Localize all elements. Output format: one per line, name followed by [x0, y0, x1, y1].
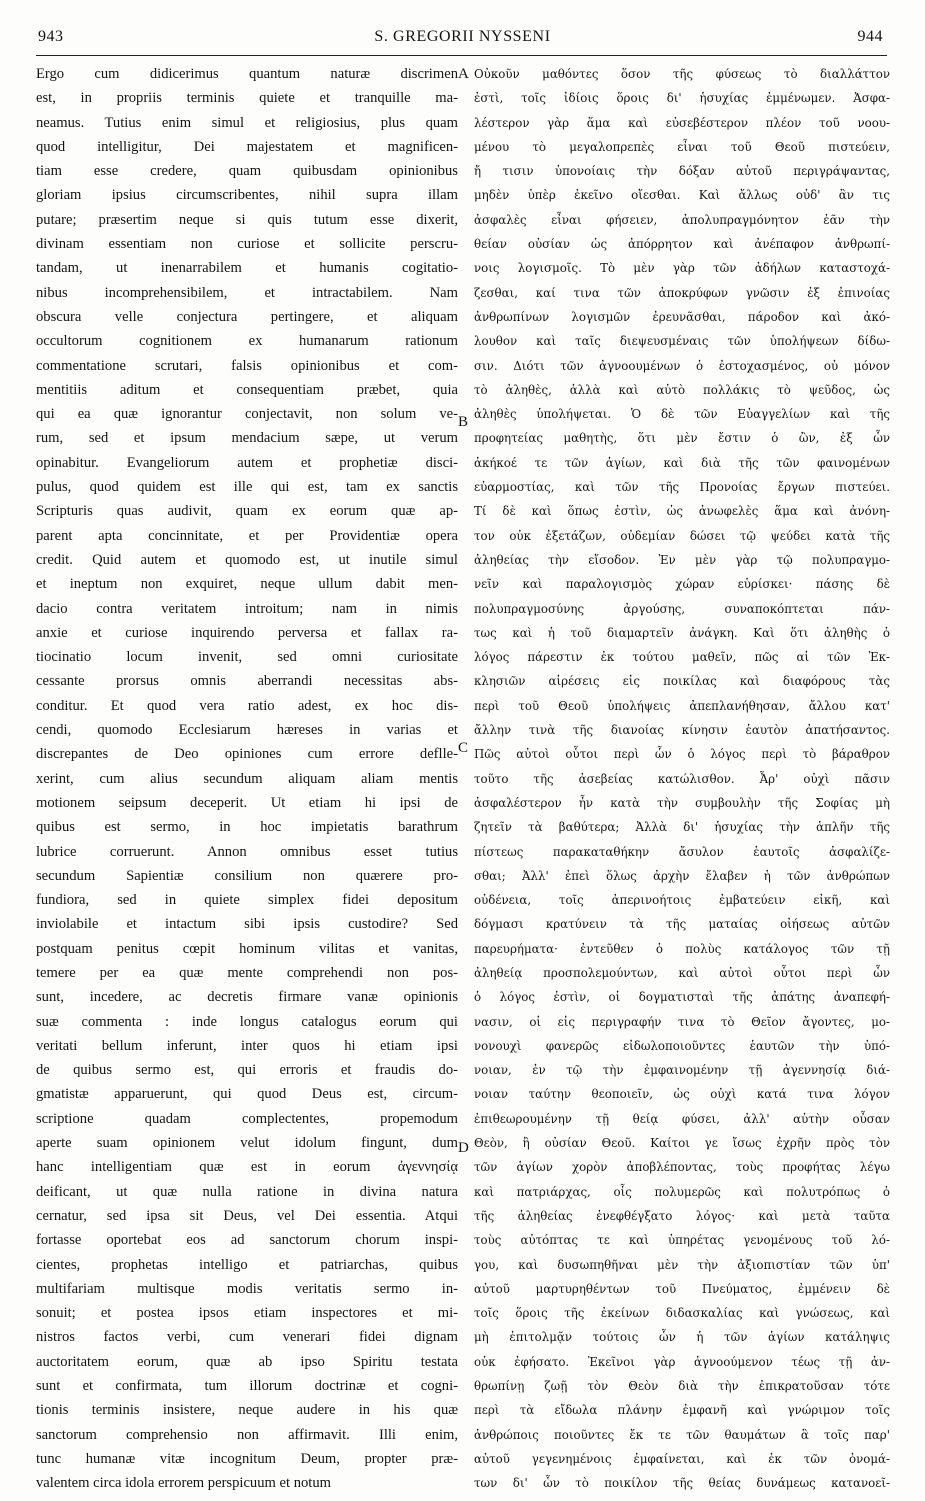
- latin-text-line: cientes, prophetas intelligo et patriarchas, quibus: [36, 1256, 458, 1273]
- latin-text-line: commentatione scrutari, falsis opinionibus et com-: [36, 357, 458, 374]
- section-marker-c: C: [458, 740, 469, 756]
- greek-text-line: ἄλλην τινὰ τῆς διανοίας κίνησιν ἑαυτὸν ἀπατήσαντος.: [474, 723, 890, 738]
- latin-text-line: lubrice corruerunt. Annon omnibus esset tutius: [36, 843, 458, 860]
- greek-text-line: ἐπιθεωρουμένην τῇ θείᾳ φύσει, ἀλλ' αὐτὴν οὖσαν: [474, 1111, 890, 1126]
- latin-text-line: valentem circa idola errorem perspicuum et notum: [36, 1475, 332, 1492]
- latin-text-line: Ergo cum didicerimus quantum naturæ discrimen: [36, 66, 458, 82]
- greek-text-line: μηδὲν ὑπὲρ ἐκεῖνο οἴεσθαι. Καὶ ἄλλως οὐδ' ἂν τις: [474, 188, 890, 203]
- greek-text-line: τοῦτο τῆς ἀσεβείας κατώλισθον. Ἆρ' οὐχὶ πᾶσιν: [474, 771, 890, 786]
- greek-text-line: ἤ τισιν ὑπονοίαις τὴν δόξαν αὐτοῦ περιγράψαντας,: [474, 164, 890, 179]
- greek-text-line: τον οὐκ ἐξετάζων, οὐδεμίαν δώσει τῷ ψεύδει κατὰ τῆς: [474, 528, 890, 543]
- greek-text-line: τως καὶ ἡ τοῦ διαμαρτεῖν ἀνάγκη. Καὶ ὅτι ἀληθὴς ὁ: [474, 625, 890, 640]
- greek-text-line: αὐτοῦ μαρτυρηθέντων τοῦ Πνεύματος, ἐμμένειν δὲ: [474, 1281, 890, 1296]
- latin-text-line: gloriam ipsius circumscribentes, nihil supra illam: [36, 187, 458, 204]
- greek-text-line: νοιαν ταύτην θεοποιεῖν, ὡς οὐχὶ κατά τινα λόγον: [474, 1087, 890, 1102]
- greek-text-line: ἀνθρωπίνων λογισμῶν ἐρευνᾶσθαι, πάροδον καὶ ἀκό-: [474, 309, 890, 324]
- greek-text-line: σθαι; Ἀλλ' ἐπεὶ ὅλως ἀρχὴν ἔλαβεν ἡ τῶν ἀνθρώπων: [474, 868, 890, 883]
- latin-text-line: discrepantes de Deo opiniones cum errore deflle-: [36, 746, 458, 763]
- greek-text-line: περὶ τοῦ Θεοῦ ὑπολήψεις ἀπεπλανήθησαν, ἄλλου κατ': [474, 698, 890, 713]
- greek-text-line: των δι' ὧν τὸ ποικίλον τῆς θείας δυνάμεως κατανοεῖ-: [474, 1476, 890, 1491]
- greek-text-line: τὸ ἀληθὲς, ἀλλὰ καὶ αὐτὸ πολλάκις τὸ ψεῦδος, ὡς: [474, 382, 890, 397]
- latin-text-line: aperte suam opinionem velut idolum fingunt, dum: [36, 1135, 458, 1152]
- latin-text-line: rum, sed et ipsum mendacium sæpe, ut verum: [36, 430, 458, 447]
- latin-text-line: sonuit; et postea ipsos etiam inspectores et mi-: [36, 1305, 458, 1322]
- latin-text-line: scriptione quadam complectentes, propemodum: [36, 1110, 458, 1127]
- greek-text-line: ἀκήκοέ τε τῶν ἁγίων, καὶ διὰ τῆς τῶν φαινομένων: [474, 455, 890, 470]
- greek-text-line: αὐτοῦ γεγενημένοις ἐμφαίνεται, καὶ ἐκ τῶν ὀνομά-: [474, 1451, 890, 1466]
- greek-text-line: νοις λογισμοῖς. Τὸ μὲν γὰρ τῶν ἀδήλων καταστοχά-: [474, 261, 890, 276]
- greek-text-line: Θεὸν, ἢ οὐσίαν Θεοῦ. Καίτοι γε ἴσως ἐχρῆν πρὸς τὸν: [474, 1136, 890, 1151]
- latin-text-line: neamus. Tutius enim simul et religiosius, plus quam: [36, 114, 458, 131]
- latin-text-line: temere per ea quæ mente comprehendi non pos-: [36, 964, 458, 981]
- greek-text-line: θρωπίνῃ ζωῇ τὸν Θεὸν διὰ τὴν ἐπικρατοῦσαν τότε: [474, 1379, 890, 1394]
- latin-text-line: occultorum cognitionem ex humanarum rationum: [36, 333, 458, 350]
- greek-text-line: ἀληθὲς ὑπολήψεται. Ὁ δὲ τῶν Εὐαγγελίων καὶ τῆς: [474, 407, 890, 422]
- latin-text-line: sunt, incedere, ac decretis firmare vanæ opinionis: [36, 989, 458, 1006]
- greek-text-line: λόγος πάρεστιν ἐκ τούτου μαθεῖν, πῶς αἱ τῶν Ἐκ-: [474, 650, 890, 665]
- latin-text-line: opinabitur. Evangeliorum autem et prophetiæ disci-: [36, 454, 458, 471]
- greek-text-line: ἀσφαλὲς εἶναι φήσειεν, ἀπολυπραγμόνητον ἐᾶν τὴν: [474, 212, 890, 227]
- latin-text-line: de quibus sermo est, qui erroris et fraudis do-: [36, 1062, 458, 1079]
- greek-text-line: μένου τὸ μεγαλοπρεπὲς εἶναι τοῦ Θεοῦ πιστεύειν,: [474, 139, 890, 154]
- latin-text-line: divinam essentiam non curiose et sollicite perscru-: [36, 236, 458, 253]
- header-rule: [36, 55, 887, 56]
- greek-text-line: γου, καὶ δυσωπηθῆναι μὲν τὴν ἀξιοπιστίαν τῶν ὑπ': [474, 1257, 890, 1272]
- greek-text-line: Πῶς αὐτοὶ οὗτοι περὶ ὧν ὁ λόγος περὶ τὸ βάραθρον: [474, 747, 890, 762]
- greek-text-line: ἀληθείας τὴν εἴσοδον. Ἐν μὲν γὰρ τῷ πολυπραγμο-: [474, 552, 890, 567]
- greek-text-line: Οὐκοῦν μαθόντες ὅσον τῆς φύσεως τὸ διαλλάττον: [474, 67, 890, 81]
- latin-text-line: sanctorum comprehensio non affirmavit. Illi enim,: [36, 1426, 458, 1443]
- latin-text-line: parent apta concinnitate, et per Providentiæ opera: [36, 527, 458, 544]
- latin-text-line: putare; præsertim neque si quis tutum esse dixerit,: [36, 211, 458, 228]
- greek-text-line: προφητείας μαθητὴς, ὅτι μὲν ἔστιν ὁ ὢν, ἐξ ὧν: [474, 431, 890, 446]
- greek-text-line: περὶ τὰ εἴδωλα πλάνην ἐμφανῆ καὶ γνώριμον τοῖς: [474, 1403, 890, 1418]
- latin-text-line: inviolabile et intactum sibi ipsis custodire? Sed: [36, 916, 458, 933]
- greek-text-line: ἀσφαλέστερον ἦν κατὰ τὴν συμβουλὴν τῆς Σοφίας μὴ: [474, 795, 890, 810]
- latin-text-line: postquam penitus cœpit hominum vilitas et vanitas,: [36, 940, 458, 957]
- latin-text-line: anxie et curiose inquirendo perversa et fallax ra-: [36, 624, 458, 641]
- greek-text-line: δόγμασι κρατύνειν τὰ τῆς ματαίας οἰήσεως αὐτῶν: [474, 917, 890, 932]
- latin-text-line: auctoritatem eorum, quæ ab ipso Spiritu testata: [36, 1353, 458, 1370]
- latin-text-line: credit. Quid autem et quomodo est, ut inutile simul: [36, 551, 458, 568]
- latin-text-line: tionis terminis insistere, neque audere in his quæ: [36, 1402, 458, 1419]
- latin-text-line: quibus est sermo, in hoc impietatis barathrum: [36, 819, 458, 836]
- greek-text-line: νονουχὶ φανερῶς εἰδωλοποιοῦντες ἑαυτῶν τὴν ὑπό-: [474, 1038, 890, 1053]
- section-marker-b: B: [458, 414, 469, 430]
- latin-text-line: suæ commenta : inde longus catalogus eorum qui: [36, 1013, 458, 1030]
- latin-text-line: Scripturis quas audivit, quam ex eorum quæ ap-: [36, 503, 458, 520]
- latin-text-line: qui ea quæ ignorantur conjectavit, non solum ve-: [36, 406, 458, 423]
- latin-text-line: multifariam multisque modis veritatis sermo in-: [36, 1280, 458, 1297]
- latin-text-line: veritati bellum inferunt, inter quos hi etiam ipsi: [36, 1037, 458, 1054]
- latin-text-line: et ineptum non exquiret, neque ullum dabit men-: [36, 576, 458, 593]
- greek-text-line: λουθον καὶ ταῖς διεψευσμέναις τῶν ὑπολήψεων δίδω-: [474, 334, 890, 349]
- latin-text-line: gmatistæ apparuerunt, qui quod Deus est, circum-: [36, 1086, 458, 1103]
- greek-text-line: πίστεως παρακαταθήκην ἄσυλον ἑαυτοῖς ἀσφαλίζε-: [474, 844, 890, 859]
- latin-text-line: fortasse oportebat eos ad sanctorum chorum inspi-: [36, 1232, 458, 1249]
- greek-text-line: ζητεῖν τὰ βαθύτερα; Ἀλλὰ δι' ἡσυχίας τὴν ἁπλῆν τῆς: [474, 820, 890, 835]
- latin-text-line: est, in propriis terminis quiete et tranquille ma-: [36, 90, 458, 107]
- greek-text-line: νασιν, οἱ εἰς περιγραφήν τινα τὸ Θεῖον ἄγοντες, μο-: [474, 1014, 890, 1029]
- greek-text-line: οὐκ ἐφήσατο. Ἐκεῖνοι γὰρ ἀγνοούμενον τέως τῇ ἀν-: [474, 1354, 890, 1369]
- greek-text-line: τοῖς ὅροις τῆς ἐκείνων διδασκαλίας καὶ γνώσεως, καὶ: [474, 1306, 890, 1321]
- greek-text-line: ζεσθαι, καί τινα τῶν ἀποκρύφων γνῶσιν ἐξ ἐπινοίας: [474, 285, 890, 300]
- greek-text-line: κλησιῶν αἱρέσεις εἰς ποικίλας καὶ διαφόρους τὰς: [474, 674, 890, 689]
- latin-column: [36, 62, 458, 1496]
- latin-text-line: nibus incomprehensibilem, et intractabilem. Nam: [36, 284, 458, 301]
- page-number-left: 943: [38, 28, 64, 45]
- greek-text-line: μὴ ἐπιτολμᾷν τούτοις ὧν ἡ τῶν ἁγίων κατάληψις: [474, 1330, 890, 1345]
- greek-text-line: ἀληθείᾳ προσπολεμούντων, καὶ αὐτοὶ οὗτοι περὶ ὧν: [474, 965, 890, 980]
- greek-text-line: παρευρήματα· ἐντεῦθεν ὁ πολὺς κατάλογος τῶν τῇ: [474, 941, 890, 956]
- page-number-right: 944: [857, 28, 883, 45]
- greek-text-line: ὁ λόγος ἐστὶν, οἱ δογματισταὶ τῆς ἀπάτης ἀναπεφή-: [474, 990, 890, 1005]
- greek-text-line: λέστερον γὰρ ἅμα καὶ εὐσεβέστερον πλέον τοῦ νοου-: [474, 115, 890, 130]
- latin-text-line: tunc humanæ vitæ incognitum Deum, propter præ-: [36, 1450, 458, 1467]
- latin-text-line: motionem seipsum deceperit. Ut etiam hi ipsi de: [36, 794, 458, 811]
- greek-text-line: Τί δὲ καὶ ὅπως ἐστὶν, ὡς ἀνωφελὲς ἅμα καὶ ἀνόνη-: [474, 504, 890, 519]
- latin-text-line: dacio contra veritatem introitum; nam in nimis: [36, 600, 458, 617]
- latin-text-line: quod intelligitur, Dei majestatem et magnificen-: [36, 138, 458, 155]
- greek-text-line: ἀνθρώποις ποιοῦντες ἔκ τε τῶν θαυμάτων ἃ τοῖς παρ': [474, 1427, 890, 1442]
- latin-text-line: obscura velle conjectura pertingere, et aliquam: [36, 308, 458, 325]
- running-header: [0, 28, 925, 54]
- latin-text-line: pulus, quod quidem est ille qui est, tam ex sanctis: [36, 479, 458, 496]
- greek-text-line: νεῖν καὶ παραλογισμὸς χώραν εὑρίσκει· πάσης δὲ: [474, 577, 890, 592]
- latin-text-line: deificant, ut quæ nulla ratione in divina natura: [36, 1183, 458, 1200]
- greek-text-line: νοιαν, ἐν τῷ τὴν ἐμφαινομένην τῇ ἀγεννησίᾳ διά-: [474, 1063, 890, 1078]
- latin-text-line: tiam esse credere, quam quibusdam opinionibus: [36, 163, 458, 180]
- latin-text-line: nistros factos verbi, cum venerari fidei dignam: [36, 1329, 458, 1346]
- greek-text-line: σιν. Διότι τῶν ἀγνοουμένων ὁ ἐστοχασμένος, οὐ μόνον: [474, 358, 890, 373]
- latin-text-line: conditur. Et quod vera ratio adest, ex hoc dis-: [36, 697, 458, 714]
- greek-text-line: εὐαρμοστίας, καὶ τῶν τῆς Προνοίας ἔργων πιστεύει.: [474, 480, 890, 495]
- latin-text-line: sunt et confirmata, tum illorum doctrinæ et cogni-: [36, 1378, 458, 1395]
- section-marker-a: A: [458, 66, 469, 82]
- latin-text-line: hanc intelligentiam quæ est in eorum ἀγεννησίᾳ: [36, 1159, 458, 1176]
- greek-text-line: θείαν οὐσίαν ὡς ἀπόρρητον καὶ ἀνέπαφον ἀνθρωπί-: [474, 237, 890, 252]
- latin-text-line: secundum Sapientiæ consilium non quærere pro-: [36, 867, 458, 884]
- latin-text-line: tandam, ut inenarrabilem et humanis cogitatio-: [36, 260, 458, 277]
- latin-text-line: fundiora, sed in quiete simplex fidei depositum: [36, 892, 458, 909]
- latin-text-line: xerint, cum alius secundum aliquam aliam mentis: [36, 770, 458, 787]
- section-marker-d: D: [458, 1140, 469, 1156]
- greek-text-line: οὐδένεια, τοῖς ἀπερινοήτοις ἐμβατεύειν εἰκῆ, καὶ: [474, 893, 890, 908]
- greek-text-line: τῶν ἁγίων χορὸν ἀποβλέποντας, τοὺς προφήτας λέγω: [474, 1160, 890, 1175]
- latin-text-line: cessante prorsus omnis aberrandi necessitas abs-: [36, 673, 458, 690]
- latin-text-line: tiocinatio locum invenit, sed omni curiositate: [36, 649, 458, 666]
- greek-text-line: πολυπραγμοσύνης ἀργούσης, συναποκόπτεται πάν-: [474, 601, 890, 616]
- greek-text-line: τοὺς αὐτόπτας τε καὶ ὑπηρέτας γενομένους τοῦ λό-: [474, 1233, 890, 1248]
- greek-column: [474, 62, 890, 1496]
- greek-text-line: ἐστὶ, τοῖς ἰδίοις ὅροις δι' ἡσυχίας ἐμμένωμεν. Ἀσφα-: [474, 91, 890, 106]
- greek-text-line: τῆς ἀληθείας ἐνεφθέγξατο λόγος· καὶ μετὰ ταῦτα: [474, 1208, 890, 1223]
- latin-text-line: mentitiis aditum et consequentiam præbet, quia: [36, 381, 458, 398]
- latin-text-line: cendi, quomodo Ecclesiarum hæreses in varias et: [36, 722, 458, 739]
- running-title: S. GREGORII NYSSENI: [374, 28, 551, 45]
- greek-text-line: καὶ πατριάρχας, οἷς πολυμερῶς καὶ πολυτρόπως ὁ: [474, 1184, 890, 1199]
- latin-text-line: cernatur, sed ipsa sit Deus, vel Dei essentia. Atqui: [36, 1207, 458, 1224]
